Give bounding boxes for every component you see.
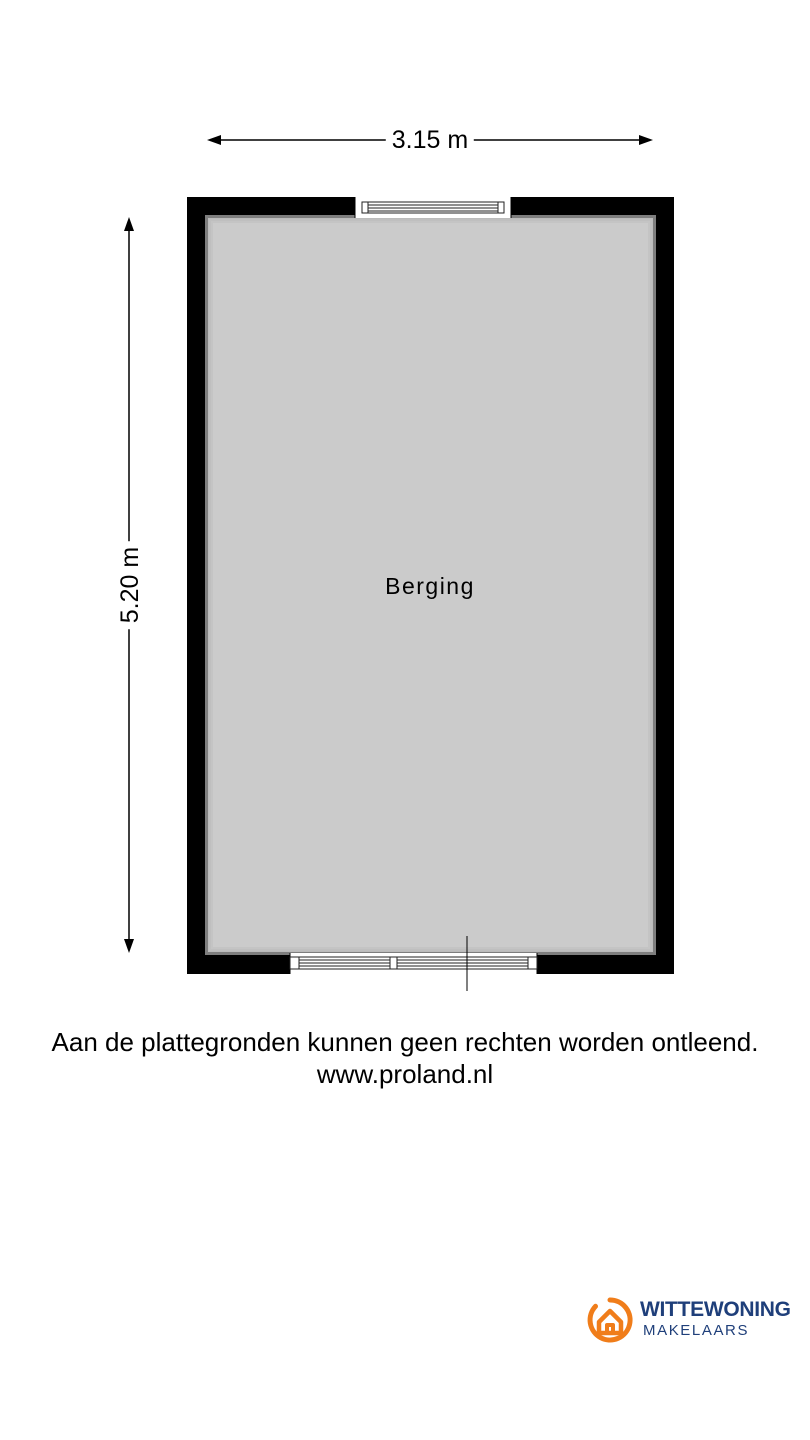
window-top (355, 197, 511, 218)
house-mark-icon (586, 1296, 634, 1344)
website-link[interactable]: www.proland.nl (316, 1059, 494, 1089)
logo-name: WITTEWONING (640, 1298, 791, 1321)
width-dimension-label: 3.15 m (386, 125, 474, 155)
window-bottom (290, 953, 537, 974)
disclaimer-text: Aan de plattegronden kunnen geen rechten worden ontleend. (51, 1027, 759, 1057)
room-label: Berging (385, 573, 475, 599)
brand-logo[interactable] (586, 1296, 796, 1344)
logo-subtitle: MAKELAARS (643, 1322, 750, 1339)
disclaimer (0, 1026, 810, 1090)
height-dimension-label: 5.20 m (115, 541, 145, 629)
